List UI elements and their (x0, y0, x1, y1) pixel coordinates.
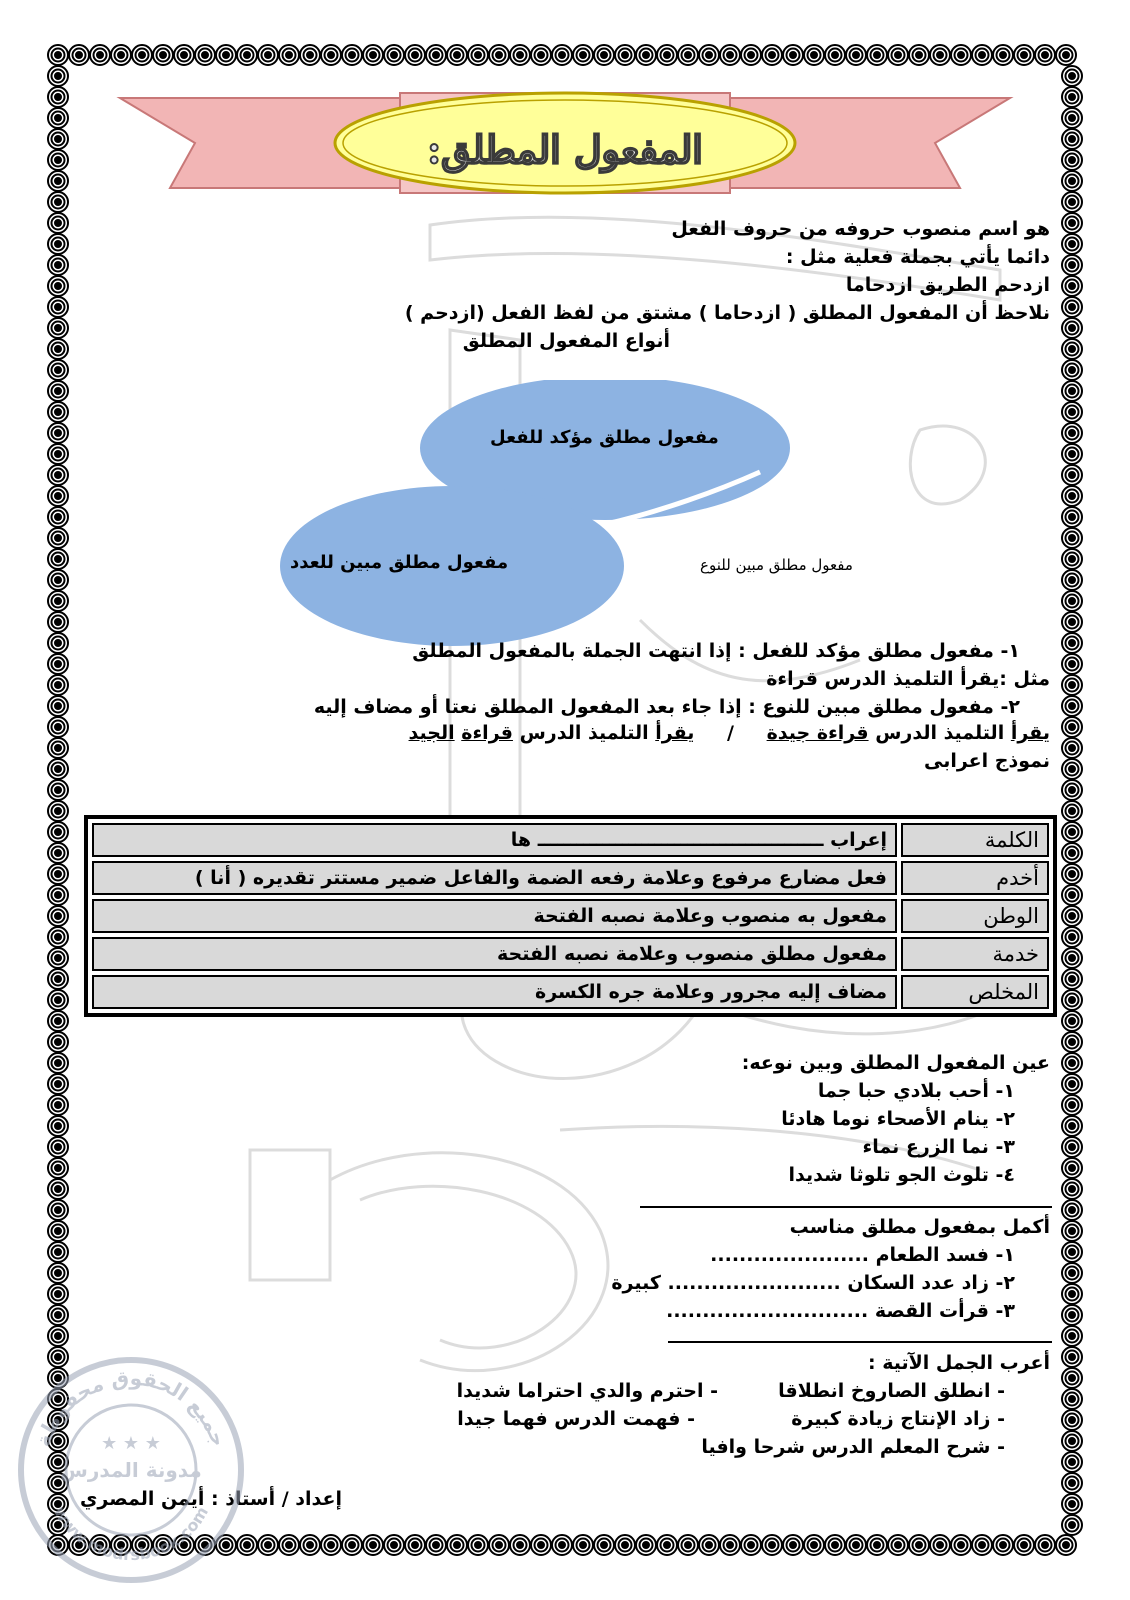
parsing-table (84, 815, 1057, 1017)
table-cell-word: أخدم (901, 861, 1049, 895)
copyright-stamp (6, 1345, 256, 1595)
table-header-parse: إعراب ــــــــــــــــــــــــــــــــــــــــــــ ها (92, 823, 897, 857)
table-header-row (92, 823, 1049, 857)
diagram-label-type: مفعول مطلق مبين للنوع (700, 556, 853, 574)
example-separator: / (727, 722, 734, 744)
table-cell-parse: مفعول به منصوب وعلامة نصبه الفتحة (92, 899, 897, 933)
example-absolute-b: قراءة (461, 722, 513, 744)
exercise2-item: ٢- زاد عدد السكان ........................ كبيرة (611, 1272, 1015, 1294)
diagram-label-emphatic: مفعول مطلق مؤكد للفعل (490, 427, 719, 448)
table-cell-word: الوطن (901, 899, 1049, 933)
table-cell-word: خدمة (901, 937, 1049, 971)
diagram-label-number: مفعول مطلق مبين للعدد (290, 552, 509, 573)
table-cell-word: المخلص (901, 975, 1049, 1009)
exercise3-item: - زاد الإنتاج زيادة كبيرة (791, 1408, 1005, 1430)
table-row (92, 975, 1049, 1009)
explanation-line-2: مثل :يقرأ التلميذ الدرس قراءة (766, 668, 1050, 690)
table-row (92, 861, 1049, 895)
table-row (92, 937, 1049, 971)
types-diagram (280, 380, 800, 650)
example-rest-a: التلميذ الدرس (875, 722, 1005, 744)
exercise1-item: ٢- ينام الأصحاء نوما هادئا (781, 1108, 1015, 1130)
stamp-top-text: جميع الحقوق محفوظة (30, 1365, 232, 1450)
exercise2-item: ١- فسد الطعام ...................... (710, 1244, 1015, 1266)
definition-line-3: ازدحم الطريق ازدحاما (845, 274, 1050, 296)
example-verb-a: يقرأ (1010, 722, 1050, 744)
page-title: المفعول المطلق: (427, 127, 703, 172)
definition-line-4: نلاحظ أن المفعول المطلق ( ازدحاما ) مشتق من لفظ الفعل (ازدحم ) (404, 302, 1050, 324)
author-credit: إعداد / أستاذ : أيمن المصري (80, 1488, 343, 1510)
stamp-stars: ★ ★ ★ (101, 1433, 161, 1454)
exercise1-item: ٤- تلوث الجو تلوثا شديدا (788, 1164, 1015, 1186)
exercise1-heading: عين المفعول المطلق وبين نوعه: (741, 1052, 1050, 1074)
explanation-line-3: ٢- مفعول مطلق مبين للنوع : إذا جاء بعد المفعول المطلق نعتا أو مضاف إليه (313, 696, 1020, 718)
exercise2-item: ٣- قرأت القصة ............................ (666, 1300, 1015, 1322)
example-absolute-a: قراءة جيدة (766, 722, 869, 744)
exercise3-heading: أعرب الجمل الآتية : (868, 1352, 1050, 1374)
exercise3-item: - شرح المعلم الدرس شرحا وافيا (701, 1436, 1005, 1458)
definition-line-2: دائما يأتي بجملة فعلية مثل : (785, 246, 1050, 268)
table-row (92, 899, 1049, 933)
explanation-examples (409, 722, 1050, 744)
exercise1-item: ٣- نما الزرع نماء (862, 1136, 1015, 1158)
example-verb-b: يقرأ (655, 722, 695, 744)
exercise3-item: - انطلق الصاروخ انطلاقا (778, 1380, 1005, 1402)
exercise2-heading: أكمل بمفعول مطلق مناسب (789, 1216, 1050, 1238)
example-rest-b: التلميذ الدرس (519, 722, 649, 744)
definition-line-1: هو اسم منصوب حروفه من حروف الفعل (671, 218, 1050, 240)
exercise3-item: - احترم والدي احتراما شديدا (456, 1380, 718, 1402)
exercise1-item: ١- أحب بلادي حبا جما (817, 1080, 1015, 1102)
divider (640, 1206, 1052, 1208)
table-cell-parse: مفعول مطلق منصوب وعلامة نصبه الفتحة (92, 937, 897, 971)
example-adjective-b: الجيد (408, 722, 455, 744)
stamp-middle-text: مدونة المدرس (60, 1458, 202, 1482)
types-heading: أنواع المفعول المطلق (462, 330, 670, 352)
table-header-word: الكلمة (901, 823, 1049, 857)
table-cell-parse: مضاف إليه مجرور وعلامة جره الكسرة (92, 975, 897, 1009)
table-cell-parse: فعل مضارع مرفوع وعلامة رفعه الضمة والفاعل ضمير مستتر تقديره ( أنا ) (92, 861, 897, 895)
divider (668, 1341, 1052, 1343)
exercise3-item: - فهمت الدرس فهما جيدا (457, 1408, 695, 1430)
model-heading: نموذج اعرابى (923, 750, 1050, 772)
explanation-line-1: ١- مفعول مطلق مؤكد للفعل : إذا انتهت الجملة بالمفعول المطلق (412, 640, 1020, 662)
stamp-bottom-text: www.modrsbook.com (50, 1503, 213, 1565)
